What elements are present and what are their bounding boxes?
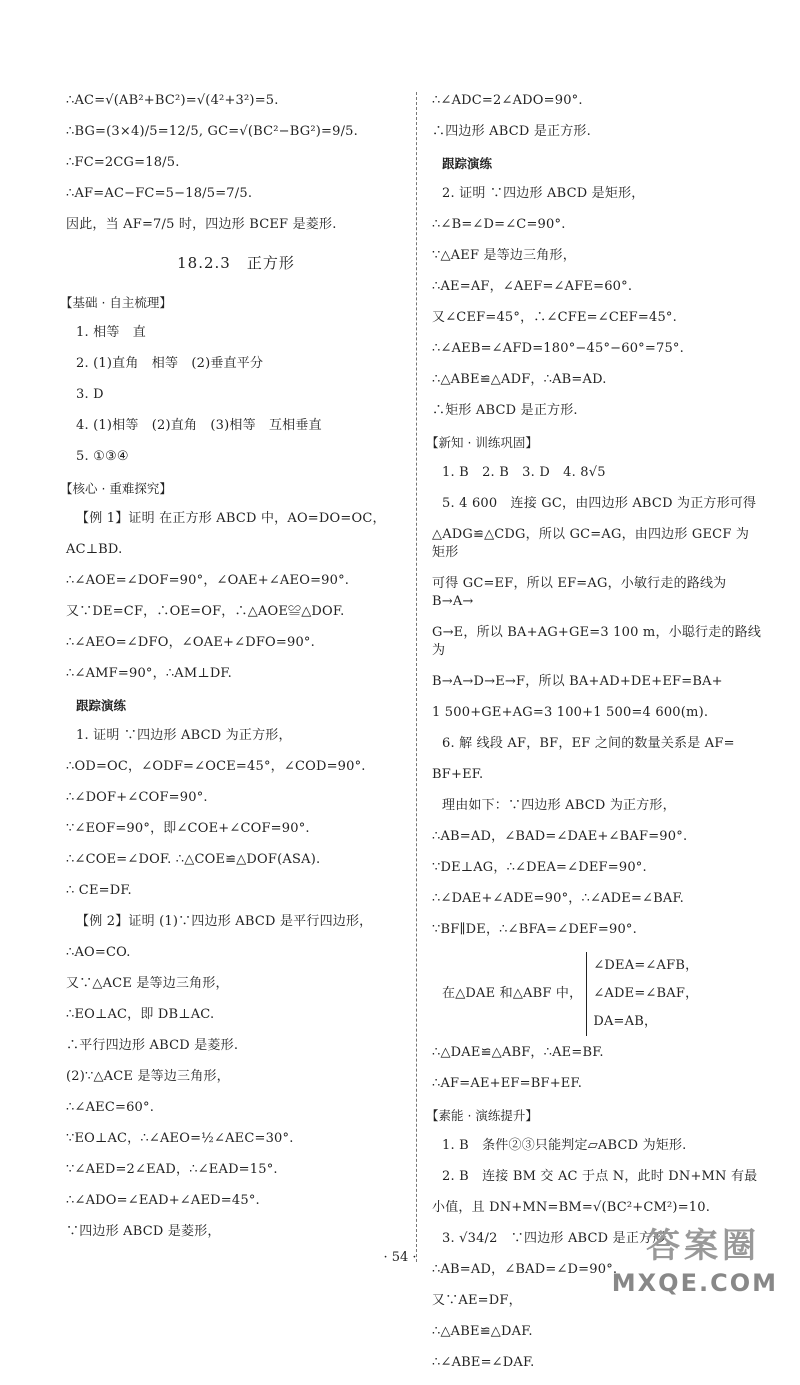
proof-line: ∴∠DOF+∠COF=90°. bbox=[66, 790, 208, 805]
follow-up-title: 跟踪演练 bbox=[442, 156, 493, 171]
follow-up-title: 跟踪演练 bbox=[76, 698, 127, 713]
answer-line: 1. 相等 直 bbox=[76, 325, 146, 340]
proof-line: ∵EO⊥AC，∴∠AEO=½∠AEC=30°. bbox=[66, 1131, 294, 1146]
proof-line: ∴矩形 ABCD 是正方形. bbox=[432, 403, 578, 418]
proof-line: ∴∠ADO=∠EAD+∠AED=45°. bbox=[66, 1193, 260, 1208]
proof-line: ∵∠AED=2∠EAD，∴∠EAD=15°. bbox=[66, 1162, 278, 1177]
solution-line: BF+EF. bbox=[432, 767, 484, 782]
proof-line: ∴∠ADC=2∠ADO=90°. bbox=[432, 93, 583, 108]
proof-line: 又∵DE=CF，∴OE=OF，∴△AOE≌△DOF. bbox=[66, 604, 345, 619]
page-number: · 54 · bbox=[383, 1250, 417, 1265]
answer-line: 1. B 条件②③只能判定▱ABCD 为矩形. bbox=[442, 1138, 687, 1153]
answer-line: 3. D bbox=[76, 387, 104, 402]
system-line: ∠ADE=∠BAF， bbox=[593, 986, 699, 1001]
solution-line: △ADG≌△CDG，所以 GC=AG，由四边形 GECF 为矩形 bbox=[432, 527, 750, 560]
section-bracket-core: 【核心 · 重难探究】 bbox=[60, 481, 172, 496]
proof-line: ∴∠B=∠D=∠C=90°. bbox=[432, 217, 566, 232]
proof-line: ∴∠AMF=90°，∴AM⊥DF. bbox=[66, 666, 232, 681]
answer-line: 3. √34/2 ∵四边形 ABCD 是正方形， bbox=[442, 1231, 679, 1246]
solution-line: 6. 解 线段 AF，BF，EF 之间的数量关系是 AF= bbox=[442, 736, 735, 751]
solution-line: 可得 GC=EF，所以 EF=AG，小敏行走的路线为 B→A→ bbox=[432, 576, 727, 609]
proof-line: ∴EO⊥AC，即 DB⊥AC. bbox=[66, 1007, 215, 1022]
solution-line: ∴AB=AD，∠BAD=∠DAE+∠BAF=90°. bbox=[432, 829, 688, 844]
solution-line: 理由如下：∵四边形 ABCD 为正方形， bbox=[442, 798, 676, 813]
solution-line: 1 500+GE+AG=3 100+1 500=4 600(m). bbox=[432, 705, 709, 720]
proof-line: ∴AE=AF，∠AEF=∠AFE=60°. bbox=[432, 279, 633, 294]
answer-line: 2. B 连接 BM 交 AC 于点 N，此时 DN+MN 有最 bbox=[442, 1169, 758, 1184]
section-bracket-new: 【新知 · 训练巩固】 bbox=[426, 435, 538, 450]
text-line: 因此，当 AF=7/5 时，四边形 BCEF 是菱形. bbox=[66, 217, 337, 232]
proof-line: (2)∵△ACE 是等边三角形， bbox=[66, 1069, 230, 1084]
answer-line: 小值，且 DN+MN=BM=√(BC²+CM²)=10. bbox=[432, 1200, 711, 1215]
proof-line: ∴∠AEO=∠DFO，∠OAE+∠DFO=90°. bbox=[66, 635, 315, 650]
proof-line: ∴∠AEB=∠AFD=180°−45°−60°=75°. bbox=[432, 341, 684, 356]
answer-line: 5. ①③④ bbox=[76, 449, 129, 464]
proof-line: ∵四边形 ABCD 是菱形， bbox=[66, 1224, 221, 1239]
section-title: 18.2.3 正方形 bbox=[177, 254, 295, 272]
watermark-url: MXQE.COM bbox=[611, 1269, 778, 1297]
text-line: ∴AF=AC−FC=5−18/5=7/5. bbox=[66, 186, 253, 201]
proof-line: ∵∠EOF=90°，即∠COE+∠COF=90°. bbox=[66, 821, 310, 836]
solution-line: ∴△DAE≌△ABF，∴AE=BF. bbox=[432, 1045, 604, 1060]
left-column bbox=[60, 92, 406, 1254]
text-line: ∴FC=2CG=18/5. bbox=[66, 155, 180, 170]
answer-line: ∴∠ABE=∠DAF. bbox=[432, 1355, 535, 1370]
answer-line: ∴AB=AD，∠BAD=∠D=90°. bbox=[432, 1262, 618, 1277]
system-prefix: 在△DAE 和△ABF 中， bbox=[442, 986, 583, 1001]
proof-line: 又∠CEF=45°，∴∠CFE=∠CEF=45°. bbox=[432, 310, 677, 325]
proof-line: ∴△ABE≌△ADF，∴AB=AD. bbox=[432, 372, 607, 387]
proof-line: ∴∠AOE=∠DOF=90°，∠OAE+∠AEO=90°. bbox=[66, 573, 350, 588]
watermark-logo: 答案圈 bbox=[646, 1226, 760, 1266]
solution-line: B→A→D→E→F，所以 BA+AD+DE+EF=BA+ bbox=[432, 674, 723, 689]
section-bracket-skill: 【素能 · 演练提升】 bbox=[426, 1108, 538, 1123]
proof-line: 2. 证明 ∵四边形 ABCD 是矩形， bbox=[442, 186, 645, 201]
answer-line: ∴△ABE≌△DAF. bbox=[432, 1324, 533, 1339]
answer-line: 又∵AE=DF， bbox=[432, 1293, 522, 1308]
proof-line: 【例 1】证明 在正方形 ABCD 中，AO=DO=OC， bbox=[76, 511, 386, 526]
system-line: ∠DEA=∠AFB， bbox=[593, 958, 699, 973]
proof-line: 又∵△ACE 是等边三角形， bbox=[66, 976, 229, 991]
solution-line: ∵BF∥DE，∴∠BFA=∠DEF=90°. bbox=[432, 922, 637, 937]
proof-line: ∴OD=OC，∠ODF=∠OCE=45°，∠COD=90°. bbox=[66, 759, 366, 774]
answer-line: 2. (1)直角 相等 (2)垂直平分 bbox=[76, 356, 264, 371]
proof-line: 【例 2】证明 (1)∵四边形 ABCD 是平行四边形， bbox=[76, 914, 373, 929]
solution-line: ∴AF=AE+EF=BF+EF. bbox=[432, 1076, 583, 1091]
section-bracket-basic: 【基础 · 自主梳理】 bbox=[60, 295, 172, 310]
solution-line: 5. 4 600 连接 GC，由四边形 ABCD 为正方形可得 bbox=[442, 496, 757, 511]
equation-system bbox=[586, 952, 698, 1036]
solution-line: ∴∠DAE+∠ADE=90°，∴∠ADE=∠BAF. bbox=[432, 891, 685, 906]
answer-line: 4. (1)相等 (2)直角 (3)相等 互相垂直 bbox=[76, 418, 322, 433]
proof-line: ∴∠AEC=60°. bbox=[66, 1100, 155, 1115]
right-column bbox=[426, 92, 762, 1385]
solution-line: ∵DE⊥AG，∴∠DEA=∠DEF=90°. bbox=[432, 860, 647, 875]
proof-line: ∴平行四边形 ABCD 是菱形. bbox=[66, 1038, 239, 1053]
equation-system-line bbox=[432, 952, 762, 1036]
proof-line: ∴ CE=DF. bbox=[66, 883, 132, 898]
column-divider bbox=[416, 92, 417, 1262]
proof-line: 1. 证明 ∵四边形 ABCD 为正方形， bbox=[76, 728, 292, 743]
system-line: DA=AB， bbox=[593, 1014, 658, 1029]
proof-line: ∵△AEF 是等边三角形， bbox=[432, 248, 576, 263]
proof-line: AC⊥BD. bbox=[66, 542, 123, 557]
text-line: ∴BG=(3×4)/5=12/5, GC=√(BC²−BG²)=9/5. bbox=[66, 124, 358, 139]
answer-line: 1. B 2. B 3. D 4. 8√5 bbox=[442, 465, 606, 480]
solution-line: G→E，所以 BA+AG+GE=3 100 m，小聪行走的路线为 bbox=[432, 625, 762, 658]
text-line: ∴AC=√(AB²+BC²)=√(4²+3²)=5. bbox=[66, 93, 279, 108]
proof-line: ∴四边形 ABCD 是正方形. bbox=[432, 124, 591, 139]
proof-line: ∴AO=CO. bbox=[66, 945, 131, 960]
proof-line: ∴∠COE=∠DOF. ∴△COE≌△DOF(ASA). bbox=[66, 852, 321, 867]
